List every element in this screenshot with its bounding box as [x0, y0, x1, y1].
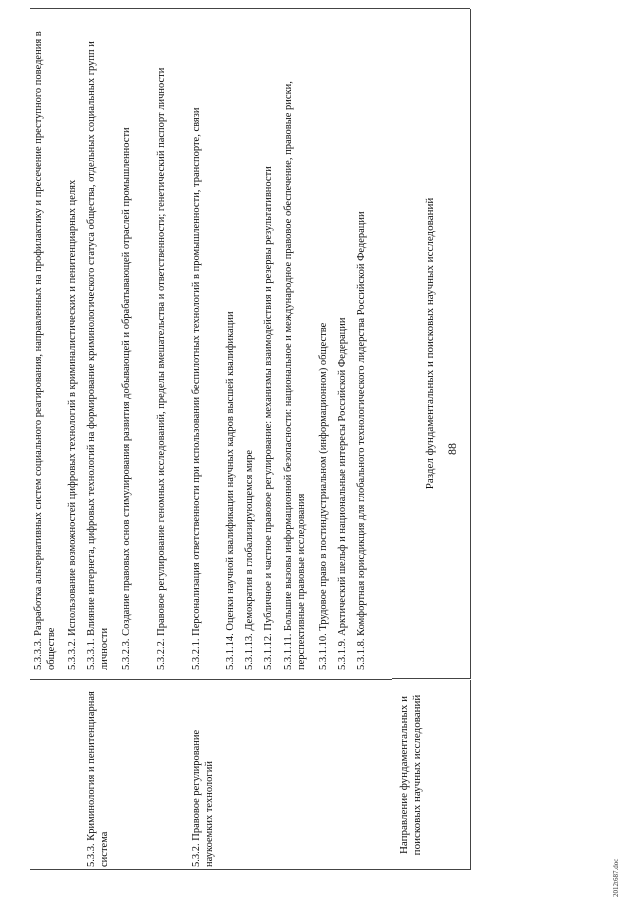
direction-cell: 5.3.2. Правовое регулирование наукоемких технологий: [191, 729, 216, 867]
list-item: 5.3.1.14. Оценки научной квалификации научных кадров высшей квалификации: [225, 311, 236, 670]
file-name-footer: 2012t687.doc: [612, 858, 620, 897]
list-item: 5.3.1.12. Публичное и частное правовое регулирование: механизмы взаимодействия и резервы результативности: [263, 166, 274, 670]
list-item: 5.3.1.8. Комфортная юрисдикция для глобального технологического лидерства Российской Федерации: [356, 211, 367, 670]
list-item: 5.3.3.1. Влияние интернета, цифровых технологий на формирование криминологического статуса общества, отдельных социальных групп и личности: [86, 41, 111, 670]
list-item: 5.3.1.10. Трудовое право в постиндустриальном (информационном) обществе: [318, 322, 329, 670]
list-item: 5.3.2.3. Создание правовых основ стимулирования развития добывающей и обрабатывающей отраслей промышленности: [121, 127, 132, 670]
header-section-label: Раздел фундаментальных и поисковых научных исследований: [424, 197, 437, 490]
direction-cell: 5.3.3. Криминология и пенитенциарная система: [86, 691, 111, 867]
column-divider: [30, 679, 392, 680]
header-section: [392, 9, 471, 679]
page-number: 88: [445, 443, 459, 455]
list-item: 5.3.2.1. Персонализация ответственности при использовании беспилотных технологий в промышленности, транспорте, связи: [191, 107, 202, 670]
list-item: 5.3.2.2. Правовое регулирование геномных исследований, пределы вмешательства и ответственности; генетический паспорт личности: [156, 67, 167, 670]
header-direction: [392, 680, 471, 870]
list-item: 5.3.1.9. Арктический шельф и национальные интересы Российской Федерации: [337, 317, 348, 670]
header-direction-label: Направление фундаментальных и поисковых научных исследований: [398, 694, 424, 856]
list-item: 5.3.1.11. Большие вызовы информационной безопасности: национальное и международное правовое обеспечение, правовые риски, перспективные правовые исследования: [283, 81, 308, 670]
list-item: 5.3.1.13. Демократия в глобализирующемся мире: [244, 449, 255, 670]
list-item: 5.3.3.2. Использование возможностей цифровых технологий в криминалистических и пенитенциарных целях: [67, 179, 78, 670]
list-item: 5.3.3.3. Разработка альтернативных систем социального реагирования, направленных на профилактику и пресечение преступного поведения в обществе: [33, 31, 58, 670]
